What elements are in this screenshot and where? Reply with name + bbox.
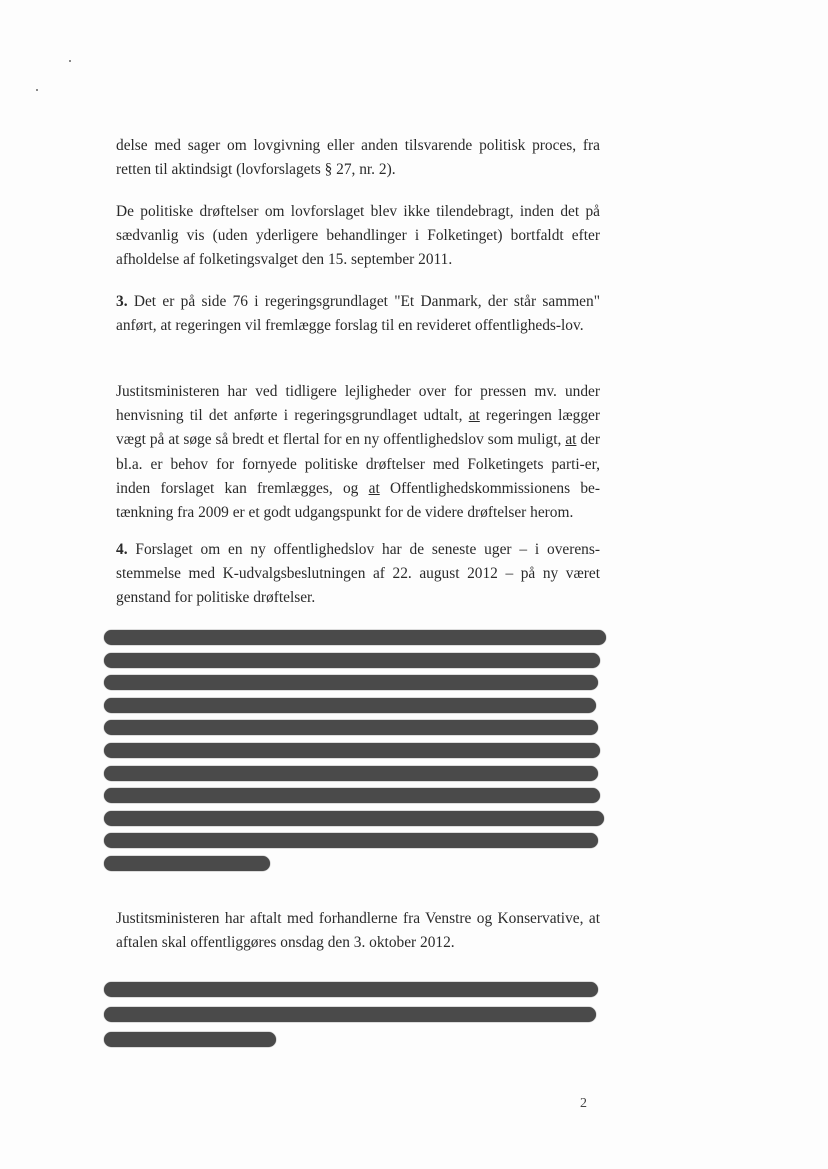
section-number: 4. xyxy=(116,541,128,558)
section-text: Det er på side 76 i regeringsgrundlaget "Et Danmark, der står sammen" anført, at regeringen vil fremlægge forslag til en revideret offentligheds-lov. xyxy=(116,293,600,335)
redaction-bar xyxy=(104,788,600,803)
scan-speck xyxy=(69,60,71,62)
redaction-bar xyxy=(104,653,600,668)
redaction-bar xyxy=(104,698,596,713)
paragraph-political-discussions: De politiske drøftelser om lovforslaget blev ikke tilendebragt, inden det på sædvanlig vis (uden yderligere behandlinger i Folketinget) bortfaldt efter afholdelse af folketingsvalget den 15. september 2011. xyxy=(116,203,600,269)
text-run: Offentlighedskommissionens be-tænkning fra 2009 er et godt udgangspunkt for de videre drøftelser herom. xyxy=(116,479,601,522)
text-run: regeringen lægger vægt på at søge så bredt et flertal for en ny offentlighedslov som muligt, xyxy=(116,407,600,449)
scan-speck xyxy=(36,89,38,91)
redaction-bar xyxy=(104,833,598,848)
underlined-word: at xyxy=(368,479,380,497)
text-run: Justitsministeren har ved tidligere lejligheder over for pressen mv. under henvisning til det anførte i regeringsgrundlaget udtalt, xyxy=(116,383,600,425)
paragraph-continuation: delse med sager om lovgivning eller anden tilsvarende politisk proces, fra retten til aktindsigt (lovforslagets § 27, nr. 2). xyxy=(116,137,600,179)
redaction-bar xyxy=(104,766,598,781)
underlined-word: at xyxy=(468,407,480,425)
redaction-bar xyxy=(104,1007,596,1022)
redaction-bar xyxy=(104,856,270,871)
text-run: der bl.a. er behov for fornyede politiske drøftelser med Folketingets parti-er, inden forslaget kan fremlægges, og xyxy=(116,431,601,497)
redaction-bar xyxy=(104,1032,276,1047)
paragraph-section-4 xyxy=(116,538,600,611)
section-number: 3. xyxy=(116,293,128,310)
redaction-bar xyxy=(104,720,598,735)
section-text: Forslaget om en ny offentlighedslov har de seneste uger – i overens-stemmelse med K-udvalgsbeslutningen af 22. august 2012 – på ny været genstand for politiske drøftelser. xyxy=(116,541,600,607)
paragraph-section-3 xyxy=(116,290,600,338)
paragraph-minister-statements xyxy=(116,380,600,525)
paragraph-agreement: Justitsministeren har aftalt med forhandlerne fra Venstre og Konservative, at aftalen skal offentliggøres onsdag den 3. oktober 2012. xyxy=(116,910,600,952)
redaction-bar xyxy=(104,675,598,690)
redaction-bar xyxy=(104,630,606,645)
page-number: 2 xyxy=(580,1096,587,1111)
redaction-bar xyxy=(104,811,604,826)
redaction-bar xyxy=(104,982,598,997)
redaction-bar xyxy=(104,743,600,758)
underlined-word: at xyxy=(565,431,577,449)
